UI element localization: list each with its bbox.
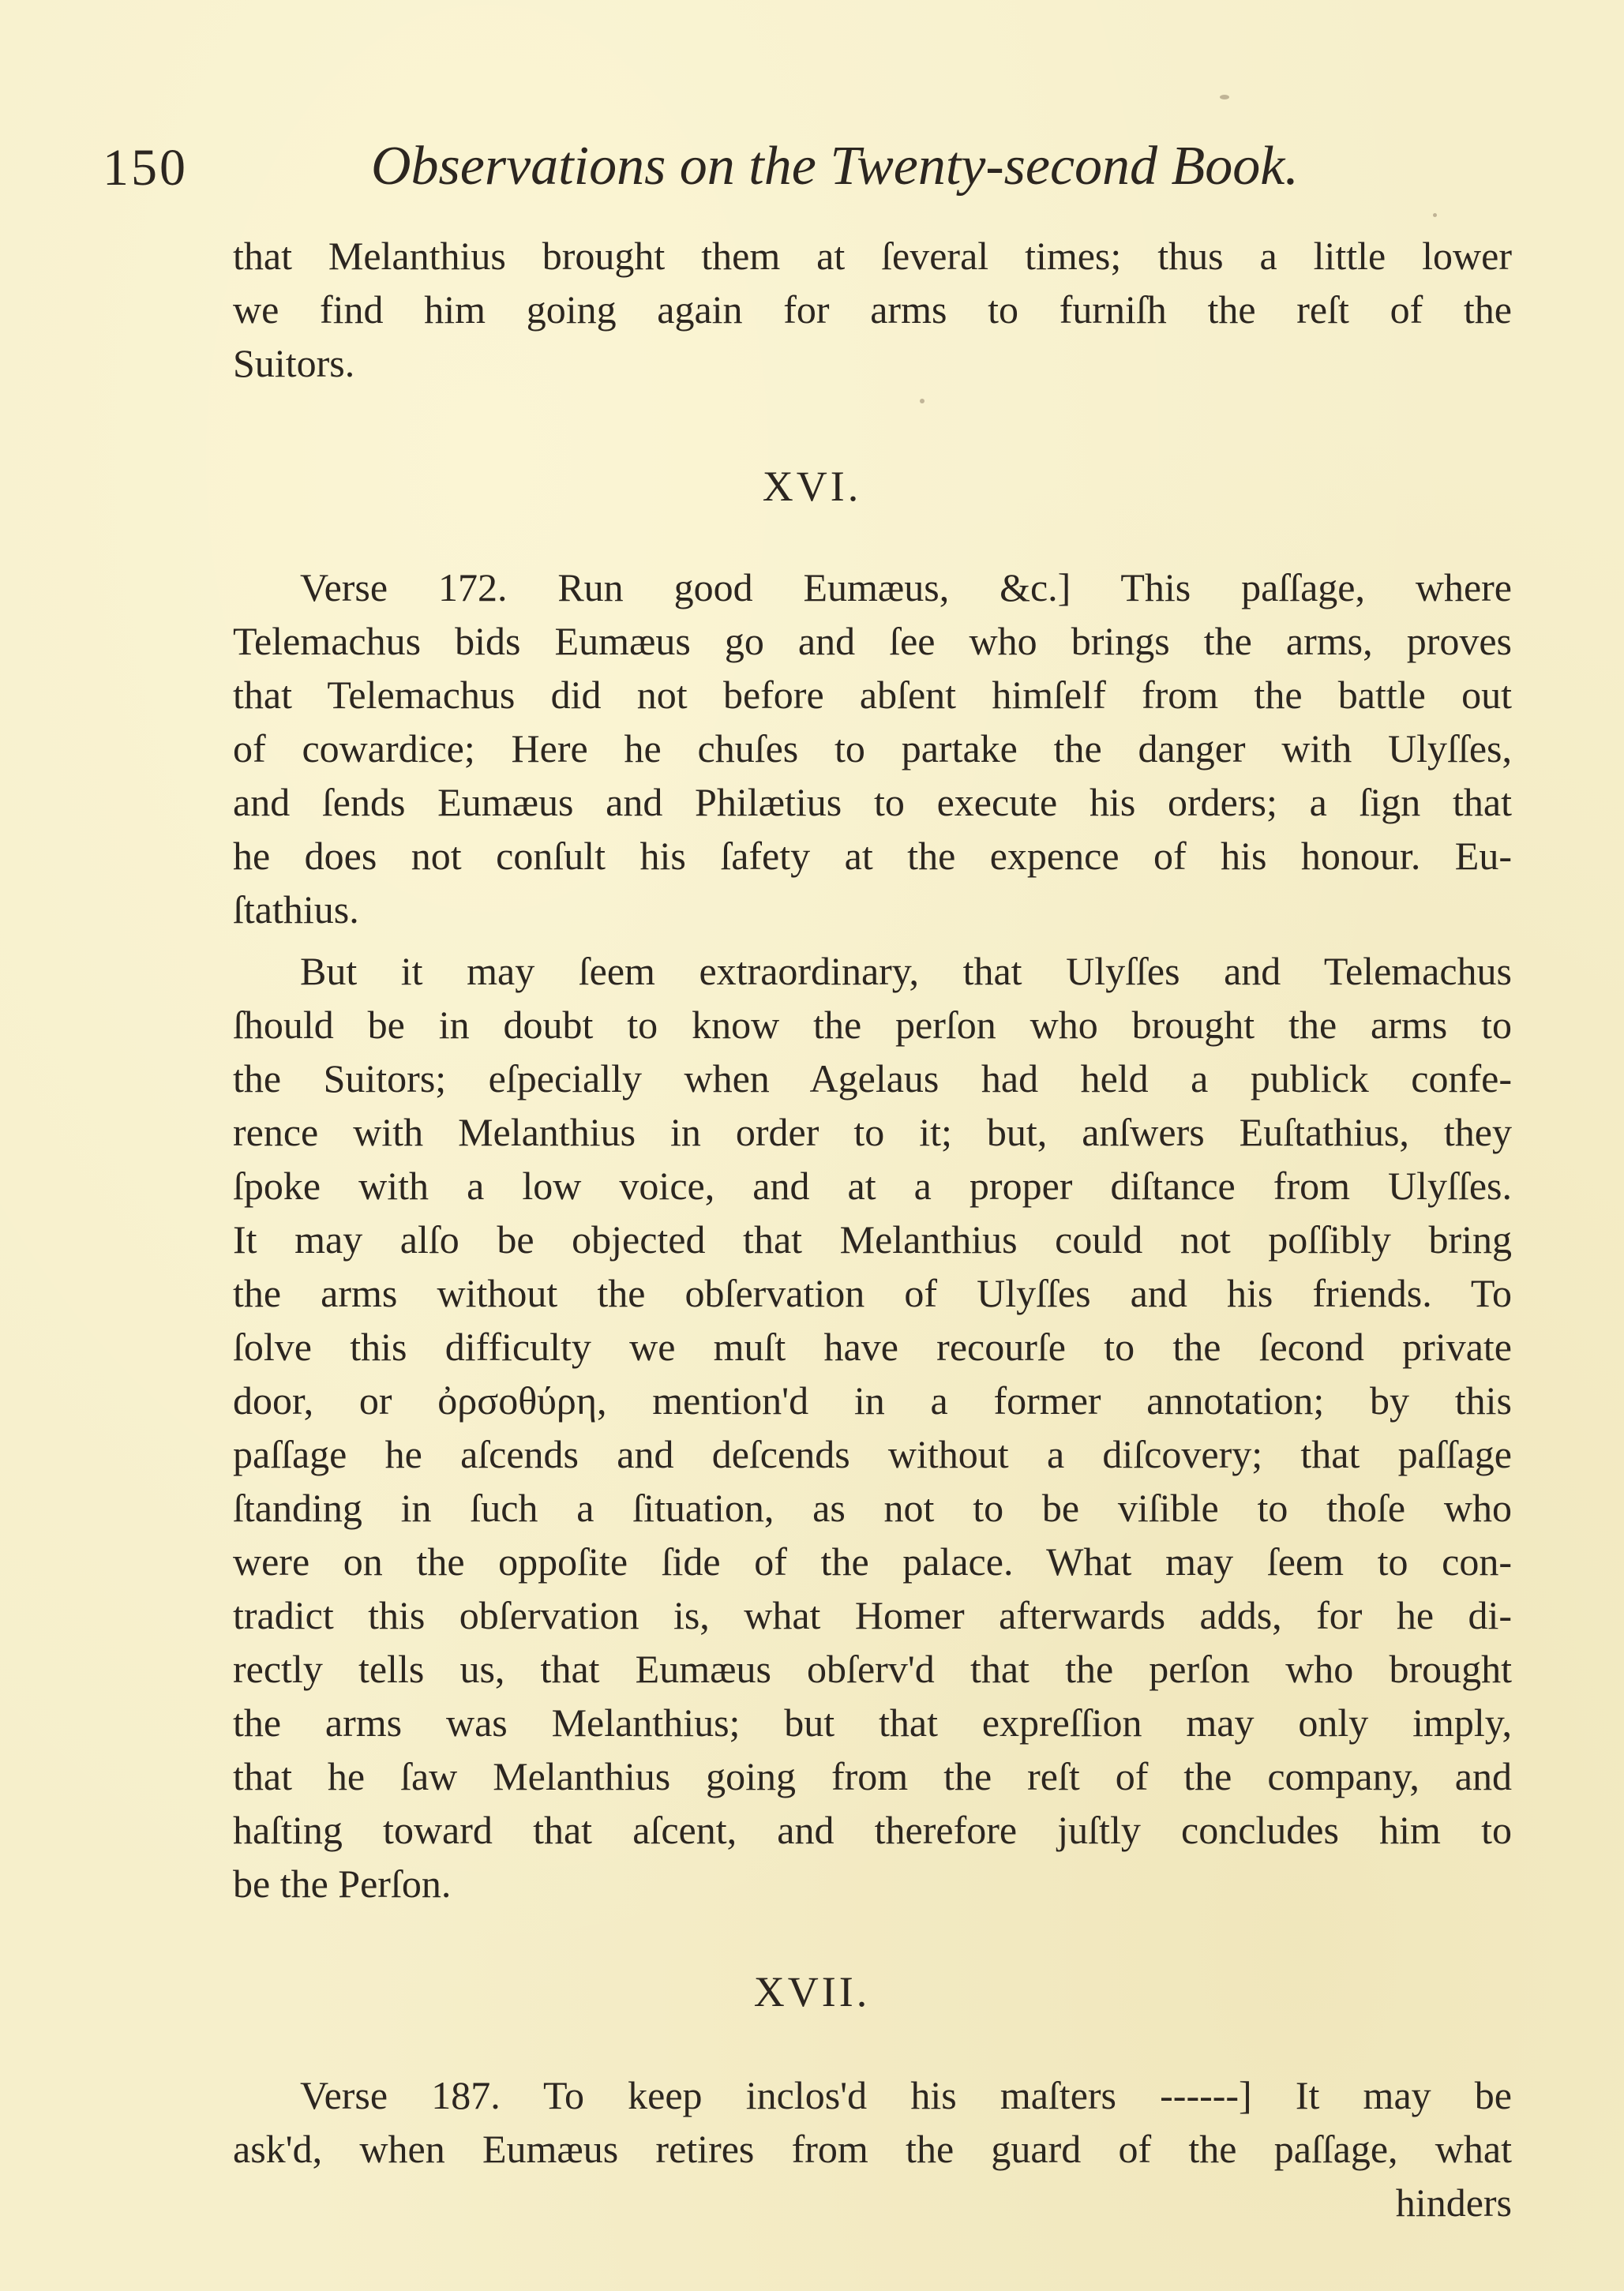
text-line: ſhould be in doubt to know the perſon who brought the arms to xyxy=(233,1003,1512,1047)
text-line: that Telemachus did not before abſent himſelf from the battle out xyxy=(233,673,1512,717)
text-line: ſpoke with a low voice, and at a proper diſtance from Ulyſſes. xyxy=(233,1164,1512,1208)
text-line: we find him going again for arms to furniſh the reſt of the xyxy=(233,287,1512,332)
text-line: ſtanding in ſuch a ſituation, as not to be viſible to thoſe who xyxy=(233,1486,1512,1530)
ink-speck xyxy=(1220,95,1229,99)
note-verse-172 xyxy=(233,561,1512,936)
text-line: the Suitors; eſpecially when Agelaus had held a publick confe- xyxy=(233,1056,1512,1101)
page-header xyxy=(103,138,1413,225)
text-line: Verse 187. To keep inclos'd his maſters ------] It may be xyxy=(300,2073,1512,2117)
text-line: that he ſaw Melanthius going from the reſt of the company, and xyxy=(233,1754,1512,1798)
text-line: haſting toward that aſcent, and therefore juſtly concludes him to xyxy=(233,1808,1512,1852)
text-line: and ſends Eumæus and Philætius to execute his orders; a ſign that xyxy=(233,780,1512,824)
section-heading-xvii: XVII. xyxy=(753,1968,871,2015)
catchword: hinders xyxy=(1395,2180,1512,2225)
text-line: rence with Melanthius in order to it; but, anſwers Euſtathius, they xyxy=(233,1110,1512,1154)
text-line: It may alſo be objected that Melanthius could not poſſibly bring xyxy=(233,1217,1512,1262)
text-line: of cowardice; Here he chuſes to partake the danger with Ulyſſes, xyxy=(233,726,1512,771)
section-heading-xvi: XVI. xyxy=(762,463,862,510)
ink-speck xyxy=(1433,213,1437,217)
text-line: Telemachus bids Eumæus go and ſee who brings the arms, proves xyxy=(233,619,1512,663)
text-line: But it may ſeem extraordinary, that Ulyſſes and Telemachus xyxy=(300,949,1512,993)
text-line: ask'd, when Eumæus retires from the guard of the paſſage, what xyxy=(233,2127,1512,2171)
text-line: were on the oppoſite ſide of the palace. What may ſeem to con- xyxy=(233,1539,1512,1584)
text-line: he does not conſult his ſafety at the expence of his honour. Eu- xyxy=(233,834,1512,878)
text-line: ſolve this difficulty we muſt have recourſe to the ſecond private xyxy=(233,1325,1512,1369)
text-line: ſtathius. xyxy=(233,887,359,932)
text-line: be the Perſon. xyxy=(233,1862,452,1906)
text-line: Suitors. xyxy=(233,341,355,385)
text-line: rectly tells us, that Eumæus obſerv'd that the perſon who brought xyxy=(233,1647,1512,1691)
ink-speck xyxy=(920,399,925,403)
page-number: 150 xyxy=(103,139,188,197)
text-line: Verse 172. Run good Eumæus, &c.] This paſſage, where xyxy=(300,565,1512,609)
text-line: the arms was Melanthius; but that expreſſion may only imply, xyxy=(233,1700,1512,1745)
running-head: Observations on the Twenty-second Book. xyxy=(371,136,1299,197)
note-verse-187 xyxy=(233,2068,1512,2229)
text-line: door, or ὀρσοθύρη, mention'd in a former annotation; by this xyxy=(233,1378,1512,1423)
text-line: that Melanthius brought them at ſeveral times; thus a little lower xyxy=(233,234,1512,278)
note-verse-172-continued xyxy=(233,944,1512,1910)
text-line: tradict this obſervation is, what Homer afterwards adds, for he di- xyxy=(233,1593,1512,1637)
intro-paragraph xyxy=(233,229,1512,390)
text-line: the arms without the obſervation of Ulyſſes and his friends. To xyxy=(233,1271,1512,1315)
text-line: paſſage he aſcends and deſcends without a diſcovery; that paſſage xyxy=(233,1432,1512,1476)
